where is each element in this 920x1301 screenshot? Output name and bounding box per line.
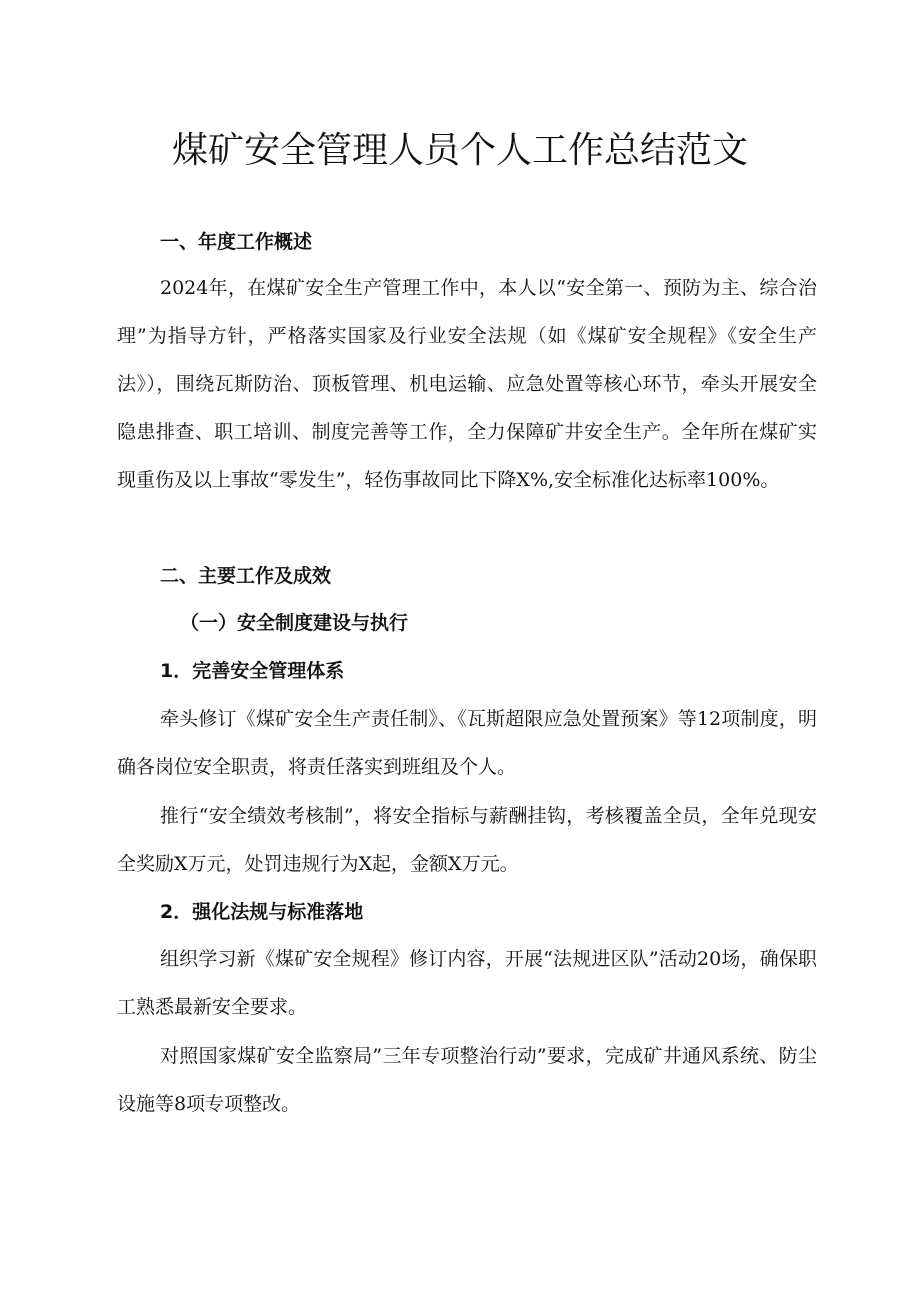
item2-paragraph-1: 组织学习新《煤矿安全规程》修订内容，开展“法规进区队”活动20场，确保职工熟悉最新安全要求。 <box>117 948 817 1018</box>
item1-paragraph-2: 推行“安全绩效考核制”，将安全指标与薪酬挂钩，考核覆盖全员，全年兑现安全奖励X万元，处罚违规行为X起，金额X万元。 <box>117 805 817 875</box>
item1-heading: 1．完善安全管理体系 <box>160 660 345 682</box>
subsection1-heading: （一）安全制度建设与执行 <box>180 612 409 634</box>
document-title: 煤矿安全管理人员个人工作总结范文 <box>171 130 748 171</box>
section1-paragraph: 2024年，在煤矿安全生产管理工作中，本人以“安全第一、预防为主、综合治理”为指导方针，严格落实国家及行业安全法规（如《煤矿安全规程》《安全生产法》），围绕瓦斯防治、顶板管理、机电运输、应急处置等核心环节，牵头开展安全隐患排查、职工培训、制度完善等工作，全力保障矿井安全生产。全年所在煤矿实现重伤及以上事故“零发生”，轻伤事故同比下降X%,安全标准化达标率100%。 <box>117 277 817 491</box>
item2-paragraph-2: 对照国家煤矿安全监察局”三年专项整治行动”要求，完成矿井通风系统、防尘设施等8项专项整改。 <box>117 1045 817 1115</box>
item1-paragraph-1: 牵头修订《煤矿安全生产责任制》、《瓦斯超限应急处置预案》等12项制度，明确各岗位安全职责，将责任落实到班组及个人。 <box>117 708 817 778</box>
item2-heading: 2．强化法规与标准落地 <box>160 901 364 923</box>
section1-heading: 一、年度工作概述 <box>160 231 313 253</box>
section2-heading: 二、主要工作及成效 <box>160 565 332 587</box>
